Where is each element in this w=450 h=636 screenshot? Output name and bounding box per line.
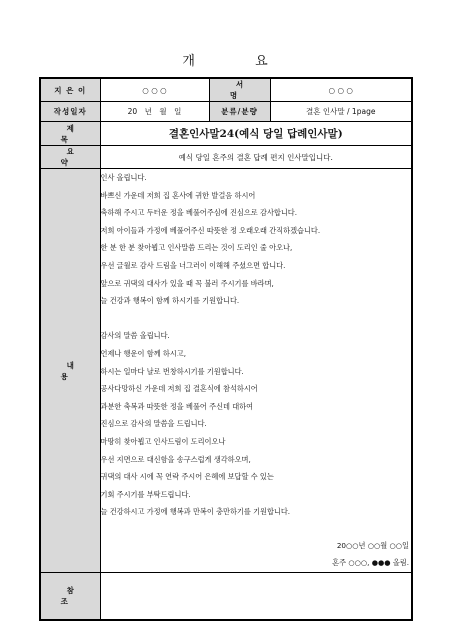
content-line: 감사의 말씀 올립니다. <box>100 331 170 341</box>
content-line: 한 분 한 분 찾아뵙고 인사말씀 드리는 것이 도리인 줄 아오나, <box>100 243 293 253</box>
paragraph-gap <box>101 310 412 328</box>
content-line: 저희 아이들과 가정에 베풀어주신 따뜻한 정 오래오래 간직하겠습니다. <box>100 225 321 235</box>
content-line: 마땅히 찾아뵙고 인사드림이 도리이오나 <box>100 436 226 446</box>
overview-form-table <box>39 77 413 621</box>
content-line: 기회 주시기를 부탁드립니다. <box>100 489 191 499</box>
content-body <box>100 169 412 573</box>
reference-label: 참 조 <box>40 573 100 620</box>
content-line: 인사 올립니다. <box>100 173 147 182</box>
content-line: 귀댁의 대사 시에 꼭 연락 주시어 은혜에 보답할 수 있는 <box>100 472 274 482</box>
document-title: 개 요 <box>182 54 296 69</box>
content-row <box>40 169 412 573</box>
date-label: 작성일자 <box>40 102 100 122</box>
letter-date: 20○○년 ○○월 ○○일 <box>336 540 409 550</box>
content-line: 과분한 축복과 따뜻한 정을 베풀어 주신데 대하여 <box>100 401 254 411</box>
date-row <box>40 102 412 122</box>
content-line: 우선 지면으로 대신함을 송구스럽게 생각하오며, <box>100 454 251 464</box>
content-line: 늘 건강하시고 가정에 행복과 만복이 충만하기를 기원합니다. <box>100 507 291 517</box>
reference-row <box>40 573 412 620</box>
category-value: 결혼 인사말 / 1page <box>270 102 412 122</box>
reference-value <box>100 573 412 620</box>
content-line: 늘 건강과 행복이 함께 하시기를 기원합니다. <box>100 296 240 306</box>
signature-label: 서 명 <box>209 78 270 102</box>
content-label: 내 용 <box>40 169 100 573</box>
content-line: 우선 글월로 감사 드림을 너그러이 이해해 주셨으면 합니다. <box>100 260 286 270</box>
letter-signature: 혼주 ○○○, ●●● 올림. <box>332 558 409 568</box>
summary-value: 예식 당일 혼주의 결혼 답례 편지 인사말입니다. <box>100 146 412 169</box>
content-line: 앞으로 귀댁의 대사가 있을 때 꼭 불러 주시기를 바라며, <box>100 278 274 288</box>
summary-label: 요 약 <box>40 146 100 169</box>
signature-value: ○ ○ ○ <box>270 78 412 102</box>
content-line: 진심으로 감사의 말씀을 드립니다. <box>100 419 207 429</box>
subject-value: 결혼인사말24(예식 당일 답례인사말) <box>100 122 412 146</box>
content-line: 축하해 주시고 두터운 정을 베풀어주심에 진심으로 감사합니다. <box>100 208 298 218</box>
category-label: 분류/분량 <box>209 102 270 122</box>
date-value: 20 년 월 일 <box>100 102 209 122</box>
author-value: ○ ○ ○ <box>100 78 209 102</box>
author-row <box>40 78 412 102</box>
content-line: 하시는 일마다 날로 번창하시기를 기원합니다. <box>100 366 244 376</box>
content-line: 바쁘신 가운데 저희 집 혼사에 귀한 발걸음 하시어 <box>100 190 256 200</box>
content-line: 공사다망하신 가운데 저희 집 결혼식에 참석하시어 <box>100 384 258 394</box>
author-label: 지 은 이 <box>40 78 100 102</box>
subject-label: 제 목 <box>40 122 100 146</box>
content-line: 언제나 행운이 함께 하시고, <box>100 348 187 358</box>
subject-row <box>40 122 412 146</box>
summary-row <box>40 146 412 169</box>
